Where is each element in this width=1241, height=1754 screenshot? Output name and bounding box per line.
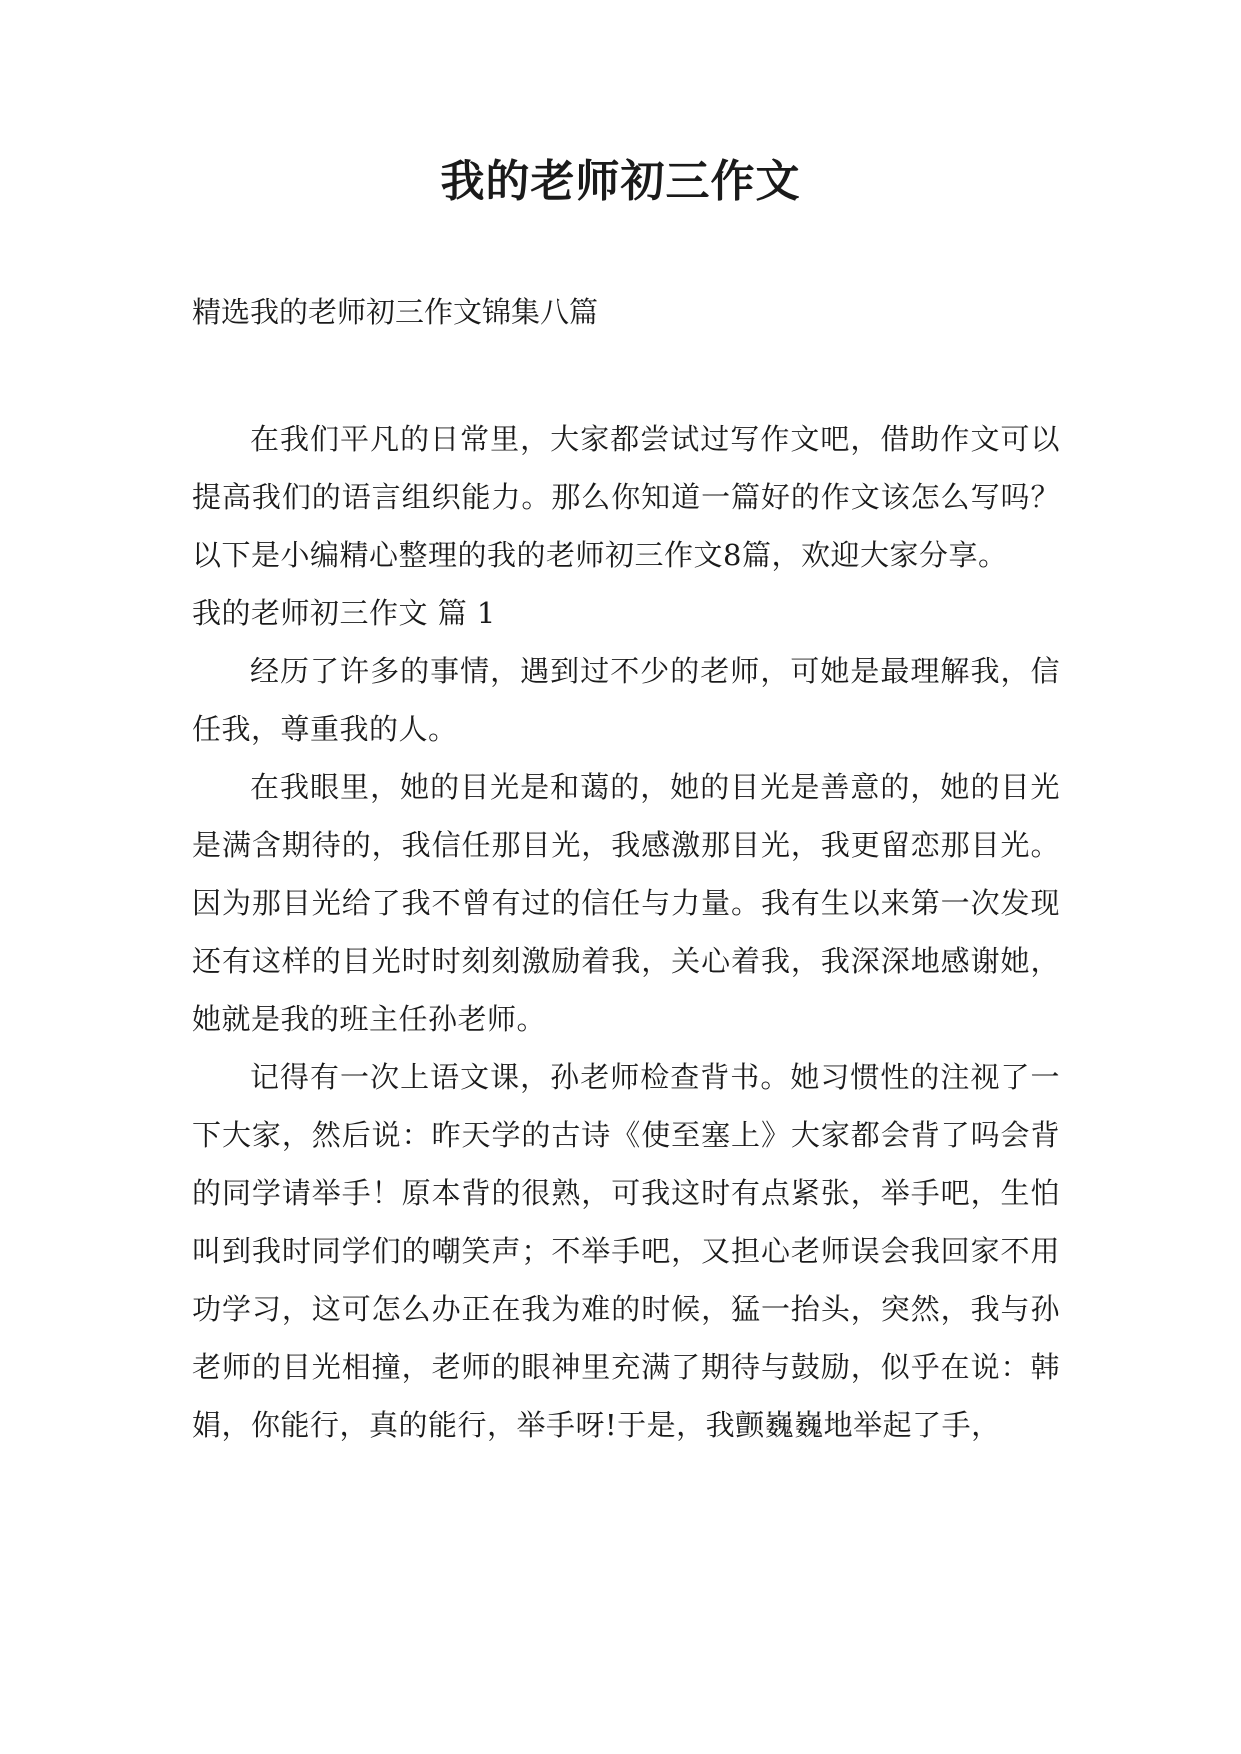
section-heading: 我的老师初三作文 篇 1 [192,596,496,630]
document-subtitle: 精选我的老师初三作文锦集八篇 [192,295,599,329]
document-title: 我的老师初三作文 [440,156,801,207]
document-body [192,410,1060,1454]
intro-paragraph: 在我们平凡的日常里，大家都尝试过写作文吧，借助作文可以提高我们的语言组织能力。那么你知道一篇好的作文该怎么写吗？以下是小编精心整理的我的老师初三作文8篇，欢迎大家分享。 [192,422,1060,572]
body-paragraph: 记得有一次上语文课，孙老师检查背书。她习惯性的注视了一下大家，然后说：昨天学的古诗《使至塞上》大家都会背了吗会背的同学请举手！原本背的很熟，可我这时有点紧张，举手吧，生怕叫到我时同学们的嘲笑声；不举手吧，又担心老师误会我回家不用功学习，这可怎么办正在我为难的时候，猛一抬头，突然，我与孙老师的目光相撞，老师的眼神里充满了期待与鼓励，似乎在说：韩娟，你能行，真的能行，举手呀!于是，我颤巍巍地举起了手， [192,1060,1060,1442]
body-paragraph: 在我眼里，她的目光是和蔼的，她的目光是善意的，她的目光是满含期待的，我信任那目光，我感激那目光，我更留恋那目光。因为那目光给了我不曾有过的信任与力量。我有生以来第一次发现还有这样的目光时时刻刻激励着我，关心着我，我深深地感谢她，她就是我的班主任孙老师。 [192,770,1060,1036]
body-paragraph: 经历了许多的事情，遇到过不少的老师，可她是最理解我，信任我，尊重我的人。 [192,654,1060,746]
